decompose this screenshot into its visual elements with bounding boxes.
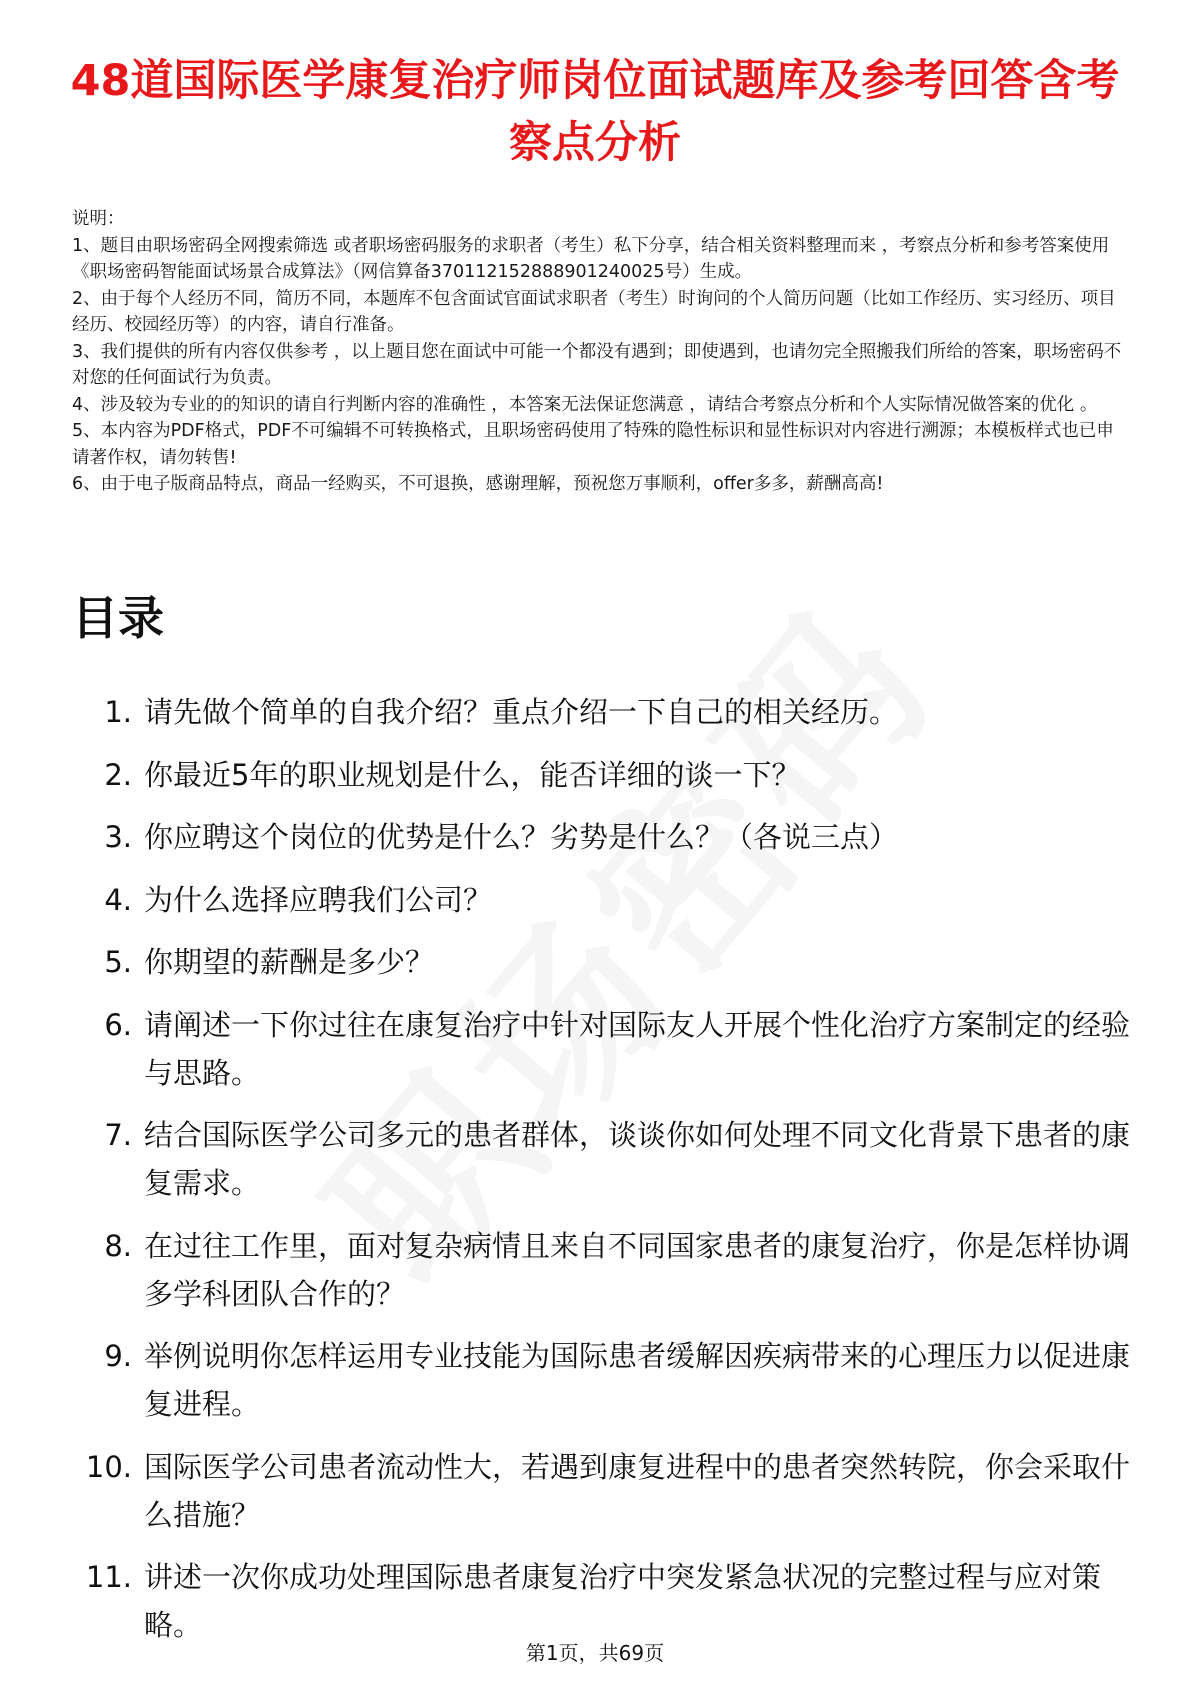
toc-item-number: 9. (104, 1339, 132, 1373)
note-item: 5、本内容为PDF格式，PDF不可编辑不可转换格式，且职场密码使用了特殊的隐性标识和显性标识对内容进行溯源；本模板样式也已申请著作权，请勿转售! (72, 421, 1114, 468)
note-item: 6、由于电子版商品特点，商品一经购买，不可退换，感谢理解，预祝您万事顺利，offer多多，薪酬高高! (72, 474, 884, 494)
toc-item[interactable] (72, 813, 1132, 861)
toc-item-number: 11. (85, 1560, 132, 1594)
toc-item-text[interactable]: 讲述一次你成功处理国际患者康复治疗中突发紧急状况的完整过程与应对策略。 (144, 1560, 1102, 1642)
toc-item[interactable] (72, 1111, 1132, 1207)
page-footer: 第1页，共69页 (525, 1641, 665, 1665)
toc-item[interactable] (72, 1332, 1132, 1428)
toc-heading: 目录 (72, 591, 164, 645)
toc-item-number: 3. (104, 820, 132, 854)
toc-item-number: 5. (104, 945, 132, 979)
toc-item-text[interactable]: 你最近5年的职业规划是什么，能否详细的谈一下？ (144, 757, 801, 792)
toc-item-text[interactable]: 请先做个简单的自我介绍？重点介绍一下自己的相关经历。 (144, 695, 899, 729)
toc-item[interactable] (72, 751, 1132, 799)
toc-list (72, 688, 1132, 1664)
toc-item-text[interactable]: 国际医学公司患者流动性大，若遇到康复进程中的患者突然转院，你会采取什么措施？ (144, 1449, 1131, 1532)
toc-item-text[interactable]: 结合国际医学公司多元的患者群体，谈谈你如何处理不同文化背景下患者的康复需求。 (144, 1118, 1131, 1200)
toc-item-number: 8. (104, 1228, 132, 1263)
toc-item[interactable] (72, 1001, 1132, 1097)
note-item: 3、我们提供的所有内容仅供参考 ，以上题目您在面试中可能一个都没有遇到；即使遇到，也请勿完全照搬我们所给的答案，职场密码不对您的任何面试行为负责。 (72, 341, 1122, 388)
toc-item[interactable] (72, 1553, 1132, 1649)
toc-item[interactable] (72, 1443, 1132, 1539)
toc-item-text[interactable]: 在过往工作里，面对复杂病情且来自不同国家患者的康复治疗，你是怎样协调多学科团队合作的？ (144, 1228, 1131, 1311)
toc-item-number: 4. (104, 882, 132, 917)
toc-item-text[interactable]: 为什么选择应聘我们公司？ (144, 882, 493, 917)
toc-item[interactable] (72, 938, 1132, 986)
toc-item[interactable] (72, 1222, 1132, 1318)
toc-item-number: 10. (85, 1449, 132, 1484)
toc-item-number: 6. (104, 1007, 132, 1042)
toc-item-number: 2. (104, 757, 132, 792)
toc-item-text[interactable]: 你应聘这个岗位的优势是什么？劣势是什么？（各说三点） (144, 820, 899, 854)
toc-item-text[interactable]: 你期望的薪酬是多少？ (144, 945, 435, 979)
note-item: 1、题目由职场密码全网搜索筛选 或者职场密码服务的求职者（考生）私下分享，结合相关资料整理而来 ，考察点分析和参考答案使用《职场密码智能面试场景合成算法》（网信算备370112152888901240025号）生成。 (72, 235, 1110, 282)
toc-item-number: 1. (104, 695, 132, 729)
document-title: 48道国际医学康复治疗师岗位面试题库及参考回答含考察点分析 (70, 56, 1120, 168)
toc-item[interactable] (72, 876, 1132, 924)
notes-section (72, 206, 1122, 498)
toc-item-text[interactable]: 举例说明你怎样运用专业技能为国际患者缓解因疾病带来的心理压力以促进康复进程。 (144, 1339, 1131, 1421)
notes-heading: 说明： (72, 209, 125, 229)
note-item: 2、由于每个人经历不同，简历不同，本题库不包含面试官面试求职者（考生）时询问的个人简历问题（比如工作经历、实习经历、项目经历、校园经历等）的内容，请自行准备。 (72, 288, 1116, 335)
toc-item-text[interactable]: 请阐述一下你过往在康复治疗中针对国际友人开展个性化治疗方案制定的经验与思路。 (144, 1007, 1131, 1090)
note-item: 4、涉及较为专业的的知识的请自行判断内容的准确性 ，本答案无法保证您满意 ，请结合考察点分析和个人实际情况做答案的优化 。 (72, 394, 1098, 415)
toc-item[interactable] (72, 688, 1132, 736)
toc-item-number: 7. (104, 1118, 132, 1152)
